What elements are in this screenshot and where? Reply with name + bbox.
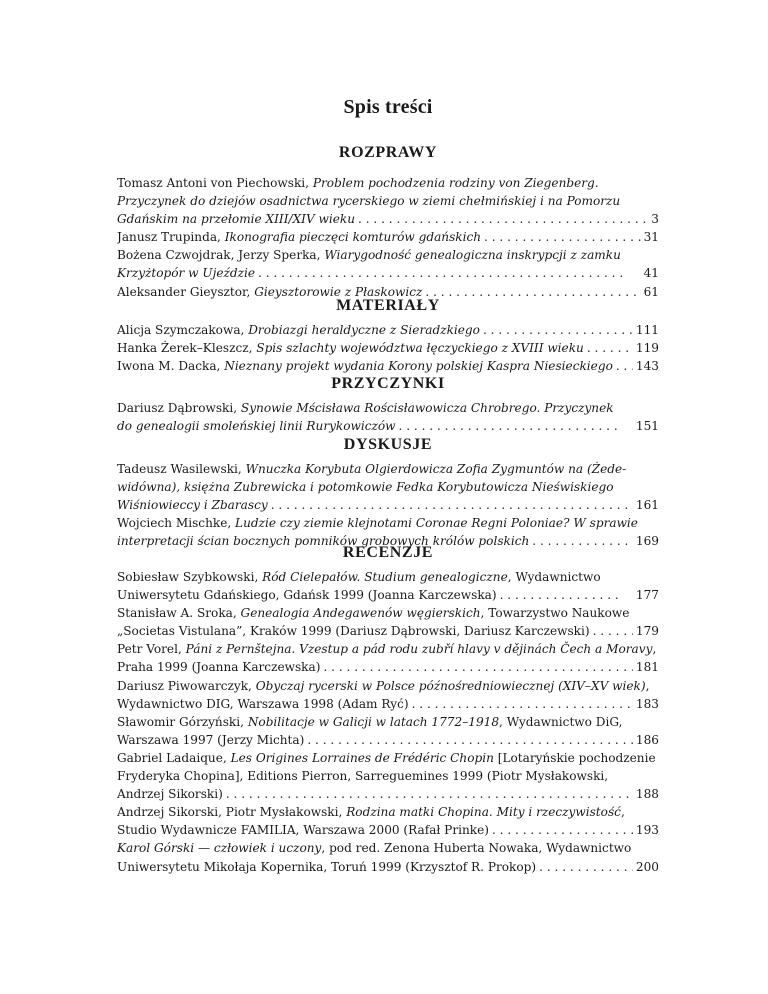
section-przyczynki — [117, 373, 659, 435]
entry-punctuation: , — [645, 678, 650, 693]
entry-author: Bożena Czwojdrak, Jerzy Sperka, — [117, 248, 325, 263]
dot-leader — [484, 228, 641, 246]
entry-author: Aleksander Gieysztor, — [117, 284, 255, 299]
dot-leader — [399, 417, 619, 435]
toc-entry — [117, 228, 659, 246]
dot-leader — [258, 264, 627, 282]
entry-page-number: 177 — [635, 588, 659, 603]
entry-page-number: 31 — [643, 230, 659, 245]
entry-page-number: 188 — [635, 787, 659, 802]
entry-author: Alicja Szymczakowa, — [117, 323, 249, 337]
toc-entry — [117, 604, 659, 640]
toc-entry — [117, 399, 659, 435]
section-materialy — [117, 295, 659, 375]
entry-title-cont: Przyczynek do dziejów osadnictwa rycerskiego w ziemi chełmińskiej i na Pomorzu — [117, 194, 621, 209]
section-dyskusje — [117, 434, 659, 550]
dot-leader — [323, 658, 632, 676]
entry-title-cont: interpretacji ścian bocznych pomników grobowych królów polskich — [117, 534, 530, 549]
entry-title: Spis szlachty województwa łęczyckiego z XVIII wieku — [256, 341, 584, 356]
entry-page-number: 186 — [635, 732, 659, 747]
entry-publication: Wydawnictwo DIG, Warszawa 1998 (Adam Ryć) — [117, 696, 409, 711]
entry-author: Tomasz Antoni von Piechowski, — [117, 176, 313, 190]
toc-entry — [117, 839, 659, 875]
entry-page-number: 169 — [635, 534, 659, 549]
entry-publication: Studio Wydawnicze FAMILIA, Warszawa 2000 (Rafał Prinke) — [117, 823, 489, 838]
toc-entry — [117, 640, 659, 676]
entry-title: Drobiazgi heraldyczne z Sieradzkiego — [248, 323, 480, 337]
entry-title-cont: Wiśniowieccy i Zbarascy — [117, 498, 268, 513]
entry-title: Karol Górski — człowiek i uczony — [117, 841, 322, 856]
entry-page-number: 61 — [643, 284, 659, 299]
section-heading: MATERIAŁY — [336, 297, 440, 314]
entry-page-number: 193 — [635, 823, 659, 838]
entry-page-number: 179 — [635, 624, 659, 639]
dot-leader — [483, 321, 633, 339]
entry-title-cont: Krzyżtopór w Ujeździe — [117, 266, 255, 281]
entry-title: Páni z Pernštejna. Vzestup a pád rodu zubří hlavy v dějinách Čech a Moravy — [185, 642, 653, 657]
dot-leader — [271, 496, 633, 514]
dot-leader — [539, 858, 633, 876]
entry-title: Les Origines Lorraines de Frédéric Chopin — [230, 750, 494, 765]
entry-page-number: 161 — [635, 498, 659, 513]
entry-author: Gabriel Ladaique, — [117, 750, 231, 765]
entry-author: Petr Vorel, — [117, 642, 186, 657]
section-heading: PRZYCZYNKI — [331, 375, 445, 392]
dot-leader — [226, 785, 633, 803]
entry-author: Dariusz Piwowarczyk, — [117, 678, 256, 693]
section-heading: RECENZJE — [342, 544, 434, 561]
entry-publisher: , Wydawnictwo DiG, — [499, 714, 623, 729]
entry-editor: , pod red. Zenona Huberta Nowaka, Wydawnictwo — [321, 841, 632, 856]
section-rozprawy — [117, 142, 659, 301]
entry-author: Wojciech Mischke, — [117, 516, 236, 531]
entry-publisher: , Towarzystwo Naukowe — [480, 606, 630, 621]
entry-page-number: 119 — [635, 341, 659, 356]
entry-punctuation: , — [652, 642, 657, 657]
dot-leader — [492, 821, 633, 839]
entry-publication: Fryderyka Chopina], Editions Pierron, Sarreguemines 1999 (Piotr Mysłakowski, — [117, 769, 609, 784]
entry-author: Andrzej Sikorski, Piotr Mysłakowski, — [117, 805, 347, 820]
entry-title: Problem pochodzenia rodziny von Ziegenberg. — [312, 176, 599, 190]
entry-title: Obyczaj rycerski w Polsce późnośredniowiecznej (XIV–XV wiek) — [255, 678, 646, 693]
entry-page-number: 181 — [635, 660, 659, 675]
entry-title: Genealogia Andegawenów węgierskich — [240, 606, 481, 621]
entry-author: Sobiesław Szybkowski, — [117, 570, 263, 584]
section-heading: ROZPRAWY — [338, 144, 438, 161]
dot-leader — [500, 586, 619, 604]
toc-entry — [117, 339, 659, 357]
section-recenzje — [117, 542, 659, 876]
entry-publication: Uniwersytetu Gdańskiego, Gdańsk 1999 (Joanna Karczewska) — [117, 588, 497, 603]
dot-leader — [593, 622, 633, 640]
entry-author: Janusz Trupinda, — [117, 230, 225, 245]
entry-title-cont: widówna), księżna Zubrewicka i potomkowie Fedka Korybutowicza Nieświskiego — [117, 480, 614, 495]
entry-author: Tadeusz Wasilewski, — [117, 462, 246, 476]
entry-title-cont: Gdańskim na przełomie XIII/XIV wieku — [117, 212, 356, 227]
dot-leader — [412, 695, 633, 713]
entry-title: Wiarygodność genealogiczna inskrypcji z zamku — [324, 248, 621, 263]
entry-title: Ród Cielepałów. Studium genealogiczne — [262, 570, 508, 584]
entry-publication: Praha 1999 (Joanna Karczewska) — [117, 660, 321, 675]
entry-page-number: 111 — [635, 323, 659, 337]
entry-title: Nobilitacje w Galicji w latach 1772–1918 — [247, 714, 500, 729]
toc-entry — [117, 321, 659, 339]
entry-title-cont: do genealogii smoleńskiej linii Rurykowiczów — [117, 419, 396, 434]
toc-entry — [117, 803, 659, 839]
entry-author: Stanisław A. Sroka, — [117, 606, 241, 621]
entry-page-number: 143 — [635, 359, 659, 374]
toc-entry — [117, 246, 659, 282]
entry-page-number: 151 — [635, 419, 659, 434]
entry-author: Iwona M. Dacka, — [117, 359, 225, 374]
entry-reviewer: Andrzej Sikorski) — [117, 787, 223, 802]
entry-page-number: 41 — [643, 266, 659, 281]
toc-entry — [117, 677, 659, 713]
entry-page-number: 3 — [651, 212, 659, 227]
entry-page-number: 183 — [635, 696, 659, 711]
entry-title: Synowie Mścisława Rościsławowicza Chrobrego. Przyczynek — [240, 401, 614, 415]
dot-leader — [358, 210, 648, 228]
entry-author: Dariusz Dąbrowski, — [117, 401, 241, 415]
entry-publication: Uniwersytetu Mikołaja Kopernika, Toruń 1999 (Krzysztof R. Prokop) — [117, 859, 537, 874]
entry-translation: [Lotaryńskie pochodzenie — [493, 750, 656, 765]
entry-author: Hanka Żerek–Kleszcz, — [117, 341, 257, 356]
dot-leader — [587, 339, 633, 357]
page-title: Spis treści — [343, 96, 433, 118]
toc-entry — [117, 568, 659, 604]
entry-title: Rodzina matki Chopina. Mity i rzeczywistość — [346, 805, 621, 820]
entry-page-number: 200 — [635, 859, 659, 874]
toc-entry — [117, 749, 659, 803]
toc-entry — [117, 174, 659, 228]
section-heading: DYSKUSJE — [343, 436, 433, 453]
entry-publisher: , Wydawnictwo — [507, 570, 601, 584]
entry-title: Ikonografia pieczęci komturów gdańskich — [224, 230, 482, 245]
dot-leader — [307, 731, 633, 749]
entry-title: Ludzie czy ziemie klejnotami Coronae Regni Poloniae? W sprawie — [235, 516, 638, 531]
entry-title: Gieysztorowie z Płaskowicz — [254, 284, 423, 299]
entry-title: Nieznany projekt wydania Korony polskiej Kaspra Niesieckiego — [224, 359, 613, 374]
entry-title: Wnuczka Korybuta Olgierdowicza Zofia Zygmuntów na (Żede- — [245, 462, 627, 476]
toc-entry — [117, 460, 659, 514]
entry-author: Sławomir Górzyński, — [117, 714, 248, 729]
entry-publication: „Societas Vistulana”, Kraków 1999 (Dariusz Dąbrowski, Dariusz Karczewski) — [117, 624, 590, 639]
toc-entry — [117, 713, 659, 749]
entry-punctuation: , — [620, 805, 625, 820]
entry-publication: Warszawa 1997 (Jerzy Michta) — [117, 732, 305, 747]
